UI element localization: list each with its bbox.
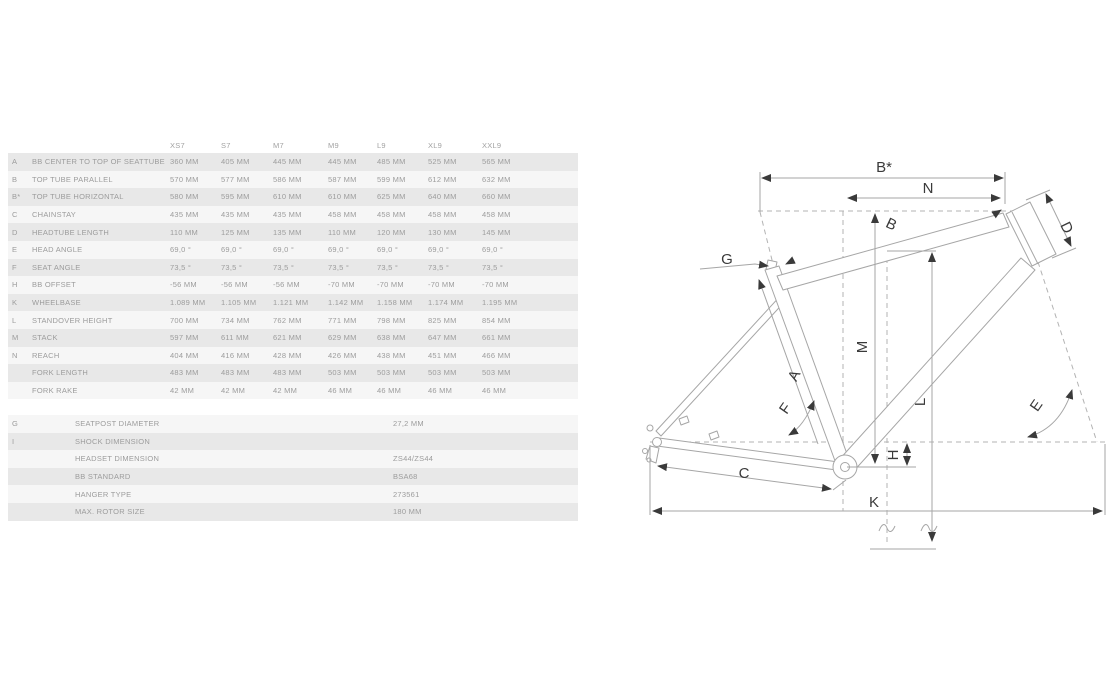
row-value: 27,2 MM [393, 419, 424, 429]
row-value: 404 MM [170, 350, 199, 360]
row-value: 580 MM [170, 192, 199, 202]
row-value: 458 MM [328, 210, 357, 220]
row-label: MAX. ROTOR SIZE [75, 507, 145, 517]
row-value: 46 MM [377, 386, 402, 396]
spec-row [8, 415, 578, 433]
row-value: 46 MM [482, 386, 507, 396]
geometry-table-header [8, 138, 578, 153]
row-value: 435 MM [273, 210, 302, 220]
row-value: BSA68 [393, 472, 418, 482]
row-letter: C [12, 210, 18, 220]
row-label: BB STANDARD [75, 472, 131, 482]
row-value: 1.195 MM [482, 298, 518, 308]
row-value: 360 MM [170, 157, 199, 167]
row-value: 565 MM [482, 157, 511, 167]
row-label: STACK [32, 333, 58, 343]
label-seat-angle: F [775, 400, 796, 418]
row-label: HANGER TYPE [75, 489, 132, 499]
row-value: 435 MM [221, 210, 250, 220]
spec-row [8, 503, 578, 521]
row-label: SEAT ANGLE [32, 262, 81, 272]
row-value: 120 MM [377, 227, 406, 237]
row-value: 451 MM [428, 350, 457, 360]
spec-row [8, 468, 578, 486]
row-value: 610 MM [328, 192, 357, 202]
row-value: -70 MM [428, 280, 455, 290]
row-value: 73,5 ° [221, 262, 243, 272]
row-label: TOP TUBE HORIZONTAL [32, 192, 124, 202]
row-value: 599 MM [377, 174, 406, 184]
brake-mount [679, 416, 689, 425]
row-value: 632 MM [482, 174, 511, 184]
row-value: 586 MM [273, 174, 302, 184]
row-value: -70 MM [377, 280, 404, 290]
row-label: REACH [32, 350, 60, 360]
label-wheelbase: K [868, 494, 880, 511]
row-letter: F [12, 262, 17, 272]
row-value: -56 MM [170, 280, 197, 290]
column-header: M9 [328, 141, 339, 150]
table-row [8, 206, 578, 224]
table-row [8, 347, 578, 365]
row-value: 73,5 ° [328, 262, 350, 272]
row-label: STANDOVER HEIGHT [32, 315, 113, 325]
row-value: 483 MM [273, 368, 302, 378]
label-head-angle: E [1026, 396, 1047, 415]
table-row [8, 311, 578, 329]
row-label: SEATPOST DIAMETER [75, 419, 160, 429]
row-value: 1.142 MM [328, 298, 364, 308]
row-letter: E [12, 245, 18, 255]
row-letter: B* [12, 192, 21, 202]
row-value: 570 MM [170, 174, 199, 184]
down-tube [838, 258, 1035, 473]
row-value: 438 MM [377, 350, 406, 360]
table-row [8, 223, 578, 241]
table-row [8, 364, 578, 382]
row-value: 577 MM [221, 174, 250, 184]
geometry-table [8, 138, 578, 399]
row-value: 610 MM [273, 192, 302, 202]
row-value: 125 MM [221, 227, 250, 237]
head-tube [1006, 202, 1056, 266]
row-letter: G [12, 419, 19, 429]
row-letter: K [12, 298, 18, 308]
row-letter: L [12, 315, 17, 325]
column-header: XS7 [170, 141, 185, 150]
label-reach: N [922, 180, 934, 197]
row-value: 69,0 ° [170, 245, 192, 255]
row-value: 46 MM [328, 386, 353, 396]
row-value: 595 MM [221, 192, 250, 202]
row-value: 1.158 MM [377, 298, 413, 308]
column-header: XXL9 [482, 141, 502, 150]
row-label: FORK LENGTH [32, 368, 89, 378]
row-value: 660 MM [482, 192, 511, 202]
row-letter: M [12, 333, 19, 343]
table-row [8, 171, 578, 189]
seat-stay [656, 293, 788, 436]
row-value: 69,0 ° [482, 245, 504, 255]
row-value: 110 MM [328, 227, 357, 237]
row-value: 621 MM [273, 333, 302, 343]
table-row [8, 153, 578, 171]
row-value: 69,0 ° [273, 245, 295, 255]
row-value: 1.174 MM [428, 298, 464, 308]
label-seatpost: G [721, 251, 733, 268]
row-value: 466 MM [482, 350, 511, 360]
row-value: 42 MM [221, 386, 246, 396]
row-value: -56 MM [273, 280, 300, 290]
row-value: 445 MM [328, 157, 357, 167]
row-label: FORK RAKE [32, 386, 78, 396]
row-value: 483 MM [221, 368, 250, 378]
row-label: TOP TUBE PARALLEL [32, 174, 113, 184]
row-value: 700 MM [170, 315, 199, 325]
spec-row [8, 485, 578, 503]
row-value: 69,0 ° [377, 245, 399, 255]
row-value: 273561 [393, 489, 420, 499]
row-value: 458 MM [482, 210, 511, 220]
row-value: 762 MM [273, 315, 302, 325]
column-header: XL9 [428, 141, 443, 150]
geometry-table-body [8, 153, 578, 399]
row-value: 587 MM [328, 174, 357, 184]
row-value: 445 MM [273, 157, 302, 167]
row-value: 661 MM [482, 333, 511, 343]
table-row [8, 241, 578, 259]
label-top-tube-parallel: B [883, 214, 900, 235]
label-headtube-length: D [1056, 219, 1077, 237]
column-header: L9 [377, 141, 386, 150]
row-value: 597 MM [170, 333, 199, 343]
row-value: 73,5 ° [273, 262, 295, 272]
row-letter: H [12, 280, 18, 290]
row-value: 405 MM [221, 157, 250, 167]
row-letter: D [12, 227, 18, 237]
column-header: M7 [273, 141, 284, 150]
row-value: 483 MM [170, 368, 199, 378]
row-value: 458 MM [377, 210, 406, 220]
row-label: BB CENTER TO TOP OF SEATTUBE [32, 157, 165, 167]
table-row [8, 188, 578, 206]
row-letter: A [12, 157, 18, 167]
row-label: HEADTUBE LENGTH [32, 227, 110, 237]
row-value: 46 MM [428, 386, 453, 396]
row-value: 73,5 ° [377, 262, 399, 272]
row-label: BB OFFSET [32, 280, 76, 290]
row-label: WHEELBASE [32, 298, 81, 308]
label-top-tube-horizontal: B* [876, 159, 892, 176]
row-value: 145 MM [482, 227, 511, 237]
table-row [8, 259, 578, 277]
table-row [8, 382, 578, 400]
row-value: -70 MM [482, 280, 509, 290]
row-value: 771 MM [328, 315, 357, 325]
row-value: 69,0 ° [328, 245, 350, 255]
row-value: 503 MM [377, 368, 406, 378]
row-value: 485 MM [377, 157, 406, 167]
brake-mount [709, 431, 719, 440]
spec-row [8, 450, 578, 468]
row-value: 428 MM [273, 350, 302, 360]
row-value: 180 MM [393, 507, 422, 517]
row-value: 110 MM [170, 227, 199, 237]
row-value: 73,5 ° [482, 262, 504, 272]
row-value: 525 MM [428, 157, 457, 167]
row-value: 638 MM [377, 333, 406, 343]
table-row [8, 329, 578, 347]
table-row [8, 276, 578, 294]
label-seattube-length: A [784, 367, 805, 385]
row-value: 640 MM [428, 192, 457, 202]
row-letter: B [12, 174, 18, 184]
row-value: 130 MM [428, 227, 457, 237]
row-letter: N [12, 350, 18, 360]
frame-geometry-diagram [620, 140, 1119, 575]
label-chainstay: C [738, 465, 750, 482]
row-value: 1.089 MM [170, 298, 206, 308]
row-value: 503 MM [328, 368, 357, 378]
row-value: ZS44/ZS44 [393, 454, 434, 464]
spec-table [8, 415, 578, 521]
row-value: 503 MM [482, 368, 511, 378]
row-value: 854 MM [482, 315, 511, 325]
spec-row [8, 433, 578, 451]
row-value: 798 MM [377, 315, 406, 325]
row-label: CHAINSTAY [32, 210, 77, 220]
row-value: 647 MM [428, 333, 457, 343]
row-value: 612 MM [428, 174, 457, 184]
row-value: 435 MM [170, 210, 199, 220]
row-value: 42 MM [170, 386, 195, 396]
row-value: 734 MM [221, 315, 250, 325]
row-label: HEAD ANGLE [32, 245, 83, 255]
bike-frame [643, 202, 1057, 479]
row-value: 42 MM [273, 386, 298, 396]
row-value: 1.121 MM [273, 298, 309, 308]
row-label: HEADSET DIMENSION [75, 454, 160, 464]
row-value: 625 MM [377, 192, 406, 202]
row-value: 73,5 ° [170, 262, 192, 272]
row-value: 503 MM [428, 368, 457, 378]
row-value: 426 MM [328, 350, 357, 360]
rear-dropout [653, 438, 662, 447]
label-standover: L [912, 397, 929, 407]
row-value: -70 MM [328, 280, 355, 290]
row-value: 611 MM [221, 333, 250, 343]
label-bb-offset: H [885, 449, 902, 461]
row-value: 825 MM [428, 315, 457, 325]
row-label: SHOCK DIMENSION [75, 436, 151, 446]
row-value: 135 MM [273, 227, 302, 237]
row-value: 458 MM [428, 210, 457, 220]
column-header: S7 [221, 141, 231, 150]
label-stack: M [854, 340, 871, 354]
table-row [8, 294, 578, 312]
row-value: 73,5 ° [428, 262, 450, 272]
row-value: 69,0 ° [428, 245, 450, 255]
row-value: 416 MM [221, 350, 250, 360]
row-letter: I [12, 436, 15, 446]
row-value: 629 MM [328, 333, 357, 343]
row-value: 69,0 ° [221, 245, 243, 255]
row-value: 1.105 MM [221, 298, 257, 308]
row-value: -56 MM [221, 280, 248, 290]
seat-tube [765, 266, 851, 469]
